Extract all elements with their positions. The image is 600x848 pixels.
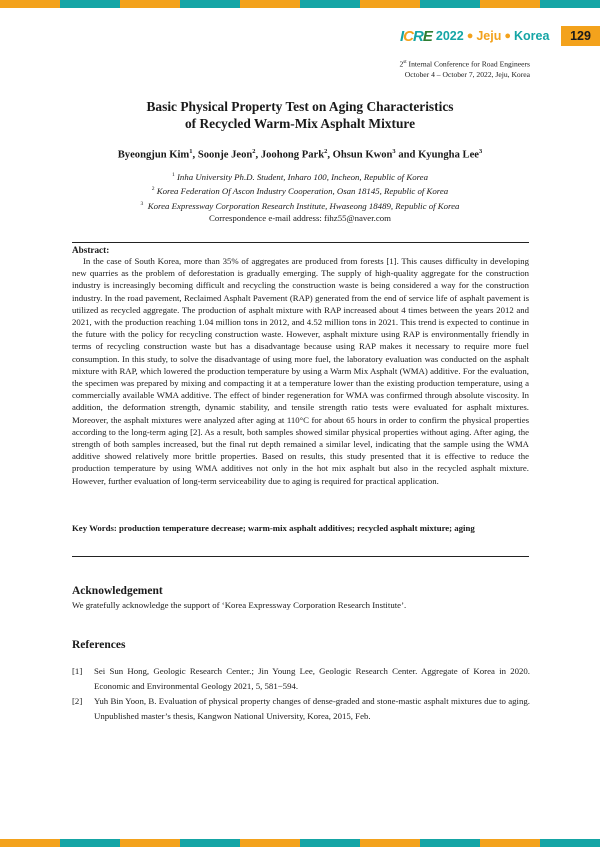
correspondence-email: Correspondence e-mail address: fihz55@naver.com [208, 212, 392, 223]
divider [72, 242, 529, 243]
affiliation-3: $^3$ Korea Expressway Corporation Research Institute, Hwaseong 18489, Republic of Korea [140, 200, 460, 211]
conference-name: 2st Internal Conference for Road Engineers [399, 59, 530, 69]
reference-number: [1] [72, 666, 83, 676]
reference-text: Sei Sun Hong, Geologic Research Center.; Jin Young Lee, Geologic Research Center. Aggregate of Korea in 2020. Economic and Environmental Geology 2021, 5, 581−594. [94, 666, 530, 691]
conference-city: Jeju [476, 29, 502, 43]
conference-logo: I C R E [400, 28, 432, 45]
reference-text: Yuh Bin Yoon, B. Evaluation of physical property changes of dense-graded and stone-mastic asphalt mixtures due to aging. Unpublished master’s thesis, Kangwon National University, Korea, 2015, Feb. [94, 696, 530, 721]
header-stripe [0, 0, 600, 8]
affiliation-1: $^1$ Inha University Ph.D. Student, Inharo 100, Incheon, Republic of Korea [172, 171, 428, 182]
reference-item [72, 694, 530, 724]
keywords: Key Words: production temperature decrease; warm-mix asphalt additives; recycled asphalt mixture; aging [72, 523, 475, 533]
abstract-text: In the case of South Korea, more than 35% of aggregates are produced from forests [1]. This causes difficulty in developing new quarries as the problem of deforestation is gradually emerging. The supply of high-quality aggregate for the construction industry is increasingly becoming difficult and recycling the construction waste is being considered a way for the construction industry. In the road pavement, Reclaimed Asphalt Pavement (RAP) generated from the end of service life of asphalt pavement is utilized as recycled aggregate. The production of asphalt mixture with RAP increased about 4 times between the years 2012 and 2021, with the production reaching 1.04 million tons in 2012, and 4.52 million tons in 2021. This trend is expected to continue in the future with the policy for recycling construction waste. However, asphalt mixture using RAP is environmentally friendly in terms of recycling construction waste but has a disadvantage because using RAP makes it necessary to require more fuel consumption. In this study, to solve the disadvantage of using more fuel, the laboratory evaluation was conducted on the asphalt mixture with RAP, which lowered the production temperature by using a Warm Mix Asphalt (WMA) additive. For the evaluation, the specimen was prepared by mixing and compacting it at a temperature lower than the existing production temperature, using a commercially available WMA additive. The effect of binder regeneration for WMA was confirmed through absolute viscosity. In addition, the deformation strength, dynamic stability, and tensile strength ratio tests were evaluated for asphalt mixtures. Moreover, the asphalt mixtures were analyzed after aging at 110°C for about 65 hours in order to confirm the physical properties according to the long-term aging [2]. As a result, both samples showed similar physical properties without aging. After aging, the strength of both samples increased, but the final rut depth remained a similar level, indicating that the sample using the WMA additive showed relatively more brittle properties. Based on results, this study presented that it is effective to reduce the production temperature by using WMA additives not only in the hot mix asphalt but also in the recycled asphalt mixture. However, further evaluation of long-term serviceability due to aging is required for practical application. [72, 256, 529, 486]
conference-info [400, 58, 531, 80]
acknowledgement-text: We gratefully acknowledge the support of ‘Korea Expressway Corporation Research Institute’. [72, 600, 407, 610]
conference-year: 2022 [435, 29, 464, 43]
affiliation-2: $^2$ Korea Federation Of Ascon Industry Cooperation, Osan 18145, Republic of Korea [151, 186, 449, 197]
reference-item [72, 664, 530, 694]
dot-separator: ● [466, 30, 474, 42]
conference-badge [400, 27, 549, 45]
author-list: Byeongjun Kim$^1$, Soonje Jeon$^2$, Joohong Park$^2$, Ohsun Kwon$^3$ and Kyungha Lee$^3$ [117, 148, 483, 161]
abstract-heading: Abstract: [72, 245, 110, 255]
footer-stripe [0, 839, 600, 847]
dot-separator: ● [504, 30, 512, 42]
conference-country: Korea [514, 29, 550, 43]
page-number: 129 [561, 26, 600, 46]
acknowledgement-heading: Acknowledgement [72, 585, 163, 597]
reference-number: [2] [72, 696, 83, 706]
paper-title: Basic Physical Property Test on Aging Characteristics of Recycled Warm-Mix Asphalt Mixture [146, 99, 454, 131]
affiliations [0, 169, 600, 224]
references-heading: References [72, 639, 126, 651]
divider [72, 556, 529, 557]
conference-dates: October 4 – October 7, 2022, Jeju, Korea [404, 69, 530, 79]
